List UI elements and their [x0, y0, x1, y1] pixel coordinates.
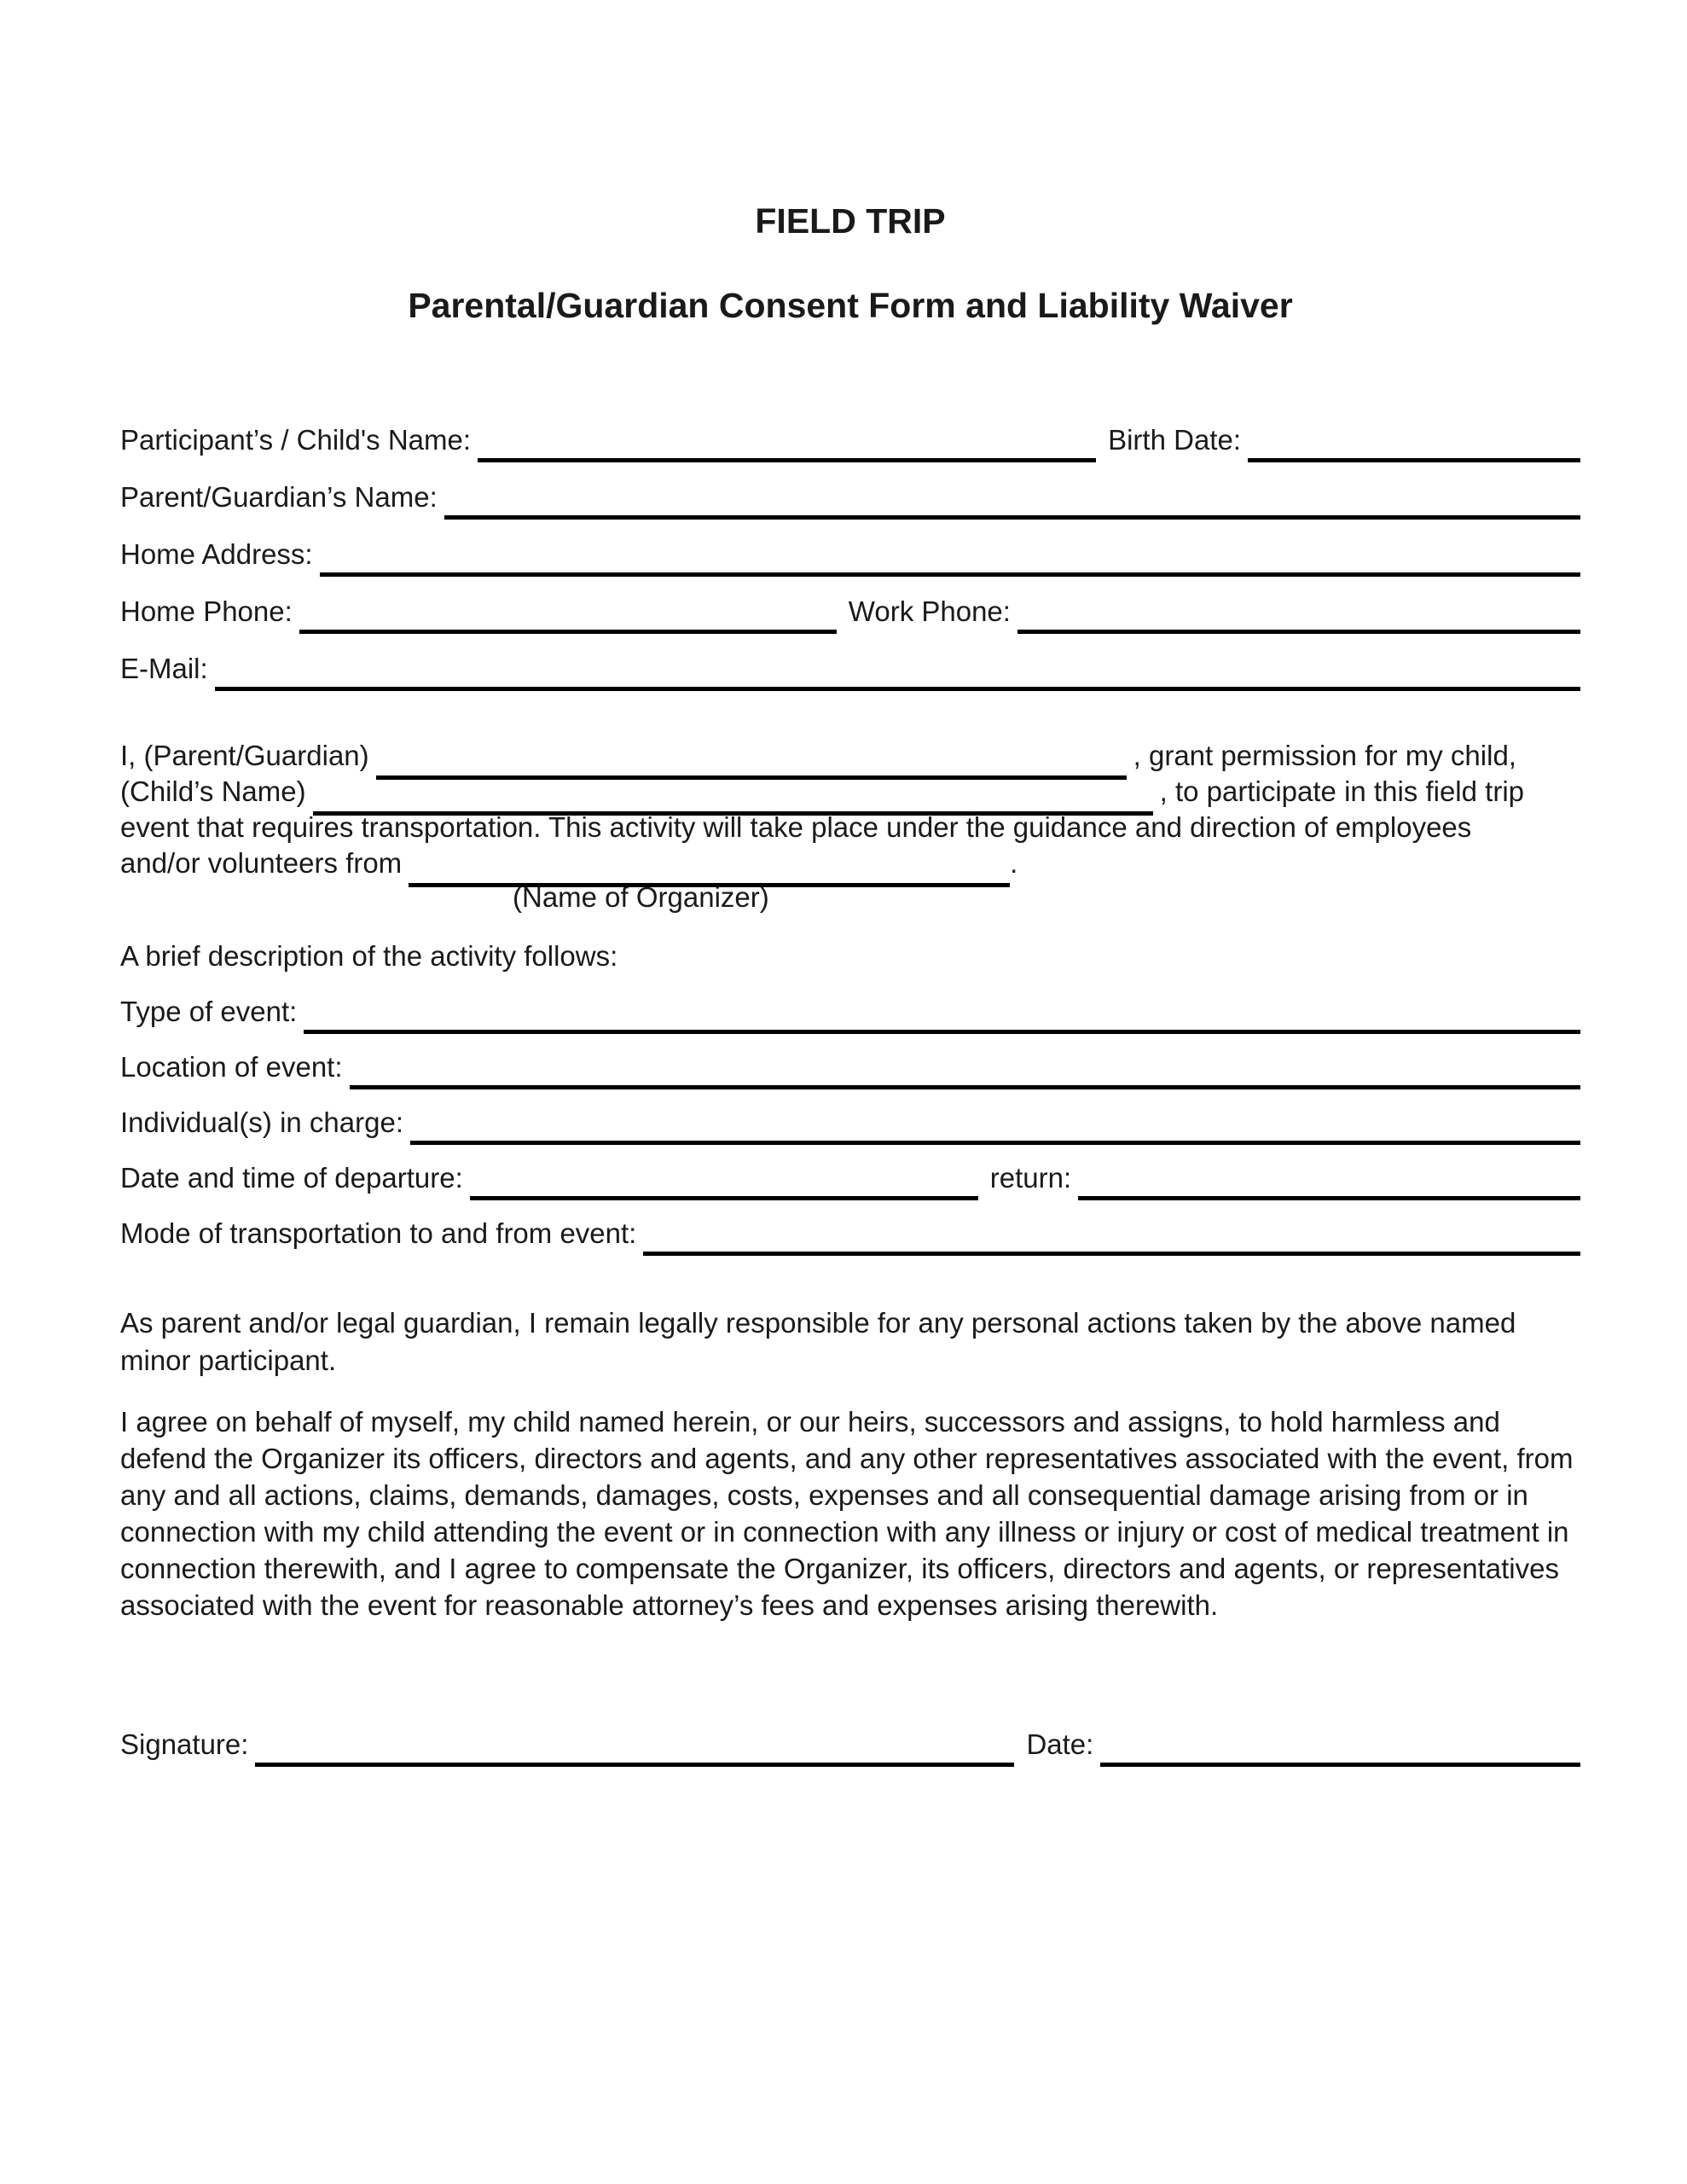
departure-datetime-field[interactable]: [470, 1196, 978, 1200]
child-name-blank[interactable]: [313, 811, 1153, 816]
individuals-in-charge-field[interactable]: [410, 1141, 1580, 1145]
activity-intro-text: A brief description of the activity follows:: [120, 940, 618, 972]
home-address-row: [120, 538, 1580, 571]
signoff-section: [120, 1728, 1580, 1761]
email-label: E-Mail:: [120, 653, 208, 684]
transportation-mode-label: Mode of transportation to and from event:: [120, 1217, 637, 1249]
return-label: return:: [989, 1162, 1072, 1194]
permission-line-1: [120, 738, 1580, 774]
participant-row: [120, 424, 1580, 456]
transportation-row: [120, 1217, 1580, 1250]
date-field[interactable]: [1100, 1763, 1580, 1767]
permission-line-4: [120, 845, 1580, 881]
legal-responsibility-paragraph: As parent and/or legal guardian, I remain legally responsible for any personal actions taken by the above named minor participant.: [120, 1307, 1516, 1376]
child-name-label: (Child’s Name): [120, 775, 306, 807]
individuals-in-charge-label: Individual(s) in charge:: [120, 1107, 403, 1138]
parent-name-row: [120, 481, 1580, 514]
home-address-label: Home Address:: [120, 538, 313, 570]
page-title: FIELD TRIP: [755, 201, 946, 241]
permission-transport-text: event that requires transportation. This activity will take place under the guidance and direction of employees: [120, 811, 1472, 843]
organizer-name-blank[interactable]: [409, 883, 1010, 887]
phones-row: [120, 595, 1580, 628]
parent-guardian-blank[interactable]: [376, 775, 1127, 780]
organizer-caption: (Name of Organizer): [513, 881, 769, 913]
hold-harmless-paragraph: I agree on behalf of myself, my child named herein, or our heirs, successors and assigns, to hold harmless and defend the Organizer its officers, directors and agents, and any other representatives associated with the event, from any and all actions, claims, demands, damages, costs, expenses and all consequential damage arising from or in connection with my child attending the event or in connection with any illness or injury or cost of medical treatment in connection therewith, and I agree to compensate the Organizer, its officers, directors and agents, or representatives associated with the event for reasonable attorney’s fees and expenses arising therewith.: [120, 1406, 1574, 1621]
type-of-event-field[interactable]: [304, 1030, 1580, 1034]
email-field[interactable]: [215, 687, 1580, 691]
type-of-event-label: Type of event:: [120, 996, 298, 1027]
work-phone-label: Work Phone:: [848, 595, 1011, 627]
contact-section: [120, 424, 1580, 685]
type-of-event-row: [120, 996, 1580, 1028]
home-address-field[interactable]: [320, 572, 1580, 577]
page-subtitle: Parental/Guardian Consent Form and Liability Waiver: [408, 286, 1293, 325]
permission-section: [120, 738, 1580, 914]
home-phone-label: Home Phone:: [120, 595, 293, 627]
home-phone-field[interactable]: [299, 630, 837, 634]
permission-volunteers-text: and/or volunteers from: [120, 847, 403, 879]
birth-date-label: Birth Date:: [1108, 424, 1241, 456]
activity-section: [120, 940, 1580, 1250]
participant-name-field[interactable]: [478, 458, 1096, 462]
location-of-event-field[interactable]: [350, 1085, 1580, 1089]
legal-section: [120, 1304, 1580, 1623]
permission-after-child-text: , to participate in this field trip: [1159, 775, 1524, 807]
permission-after-parent-text: , grant permission for my child,: [1133, 740, 1516, 771]
departure-label: Date and time of departure:: [120, 1162, 463, 1194]
parent-guardian-name-field[interactable]: [444, 515, 1580, 520]
location-of-event-row: [120, 1051, 1580, 1083]
signature-row: [120, 1728, 1580, 1761]
location-of-event-label: Location of event:: [120, 1051, 343, 1083]
permission-period-text: .: [1010, 847, 1018, 879]
signature-field[interactable]: [255, 1763, 1014, 1767]
permission-lead-text: I, (Parent/Guardian): [120, 740, 369, 771]
date-label: Date:: [1026, 1728, 1094, 1760]
parent-guardian-name-label: Parent/Guardian’s Name:: [120, 481, 438, 513]
signature-label: Signature:: [120, 1728, 249, 1760]
email-row: [120, 653, 1580, 685]
work-phone-field[interactable]: [1017, 630, 1580, 634]
transportation-mode-field[interactable]: [643, 1252, 1580, 1256]
return-datetime-field[interactable]: [1078, 1196, 1580, 1200]
individuals-in-charge-row: [120, 1107, 1580, 1139]
birth-date-field[interactable]: [1248, 458, 1580, 462]
participant-name-label: Participant’s / Child's Name:: [120, 424, 472, 456]
departure-return-row: [120, 1162, 1580, 1194]
